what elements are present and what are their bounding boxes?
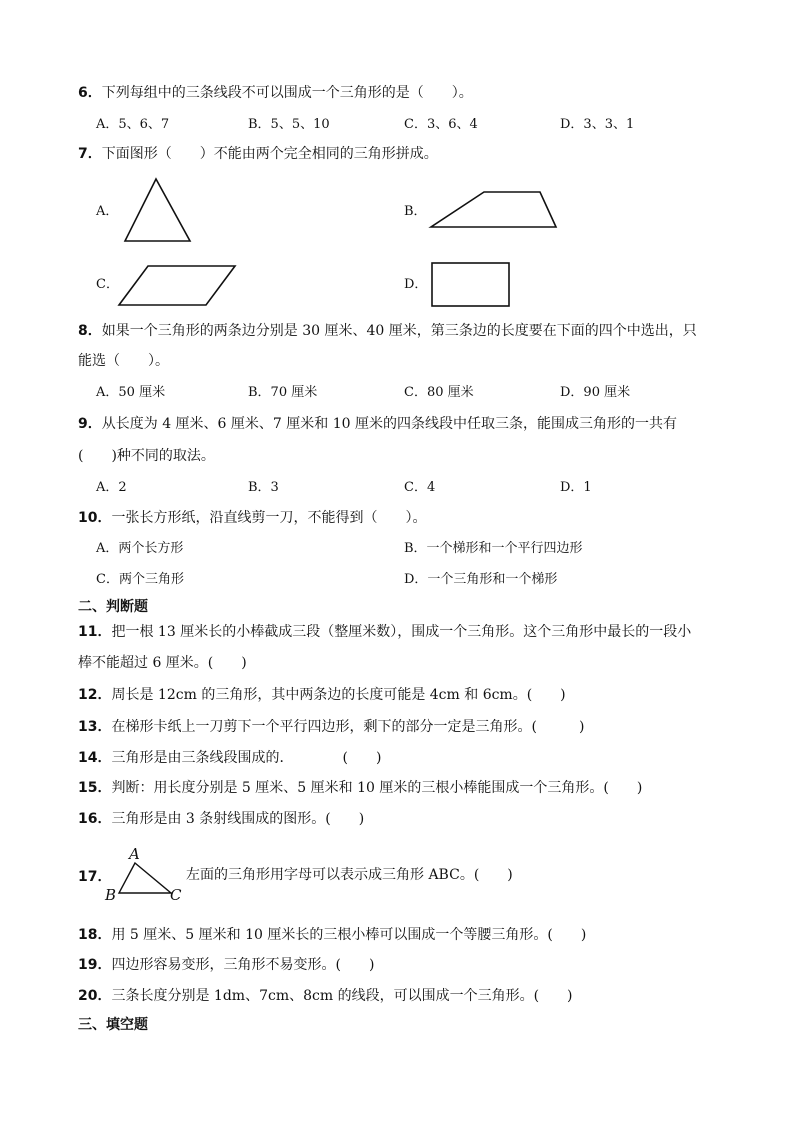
question-text: 下列每组中的三条线段不可以围成一个三角形的是（ ）。 bbox=[101, 85, 473, 101]
triangle-icon bbox=[124, 178, 192, 244]
question-text: 如果一个三角形的两条边分别是 30 厘米、40 厘米，第三条边的长度要在下面的四个中选出，只 bbox=[101, 323, 697, 339]
question-number: 16． bbox=[78, 811, 112, 827]
question-text: 三角形是由三条线段围成的． ( ) bbox=[111, 750, 382, 766]
question-number: 15． bbox=[78, 780, 112, 796]
question-number: 12． bbox=[78, 687, 112, 703]
option-b: B． bbox=[404, 204, 427, 219]
question-20 bbox=[78, 987, 573, 1005]
question-13 bbox=[78, 718, 584, 736]
question-text: 用 5 厘米、5 厘米和 10 厘米长的三根小棒可以围成一个等腰三角形。( ) bbox=[111, 927, 587, 943]
option-a: A．5、6、7 bbox=[96, 117, 170, 132]
question-number: 6． bbox=[78, 85, 102, 101]
question-text: 下面图形（ ）不能由两个完全相同的三角形拼成。 bbox=[101, 146, 438, 162]
question-16 bbox=[78, 810, 364, 828]
question-number: 13． bbox=[78, 719, 112, 735]
question-number: 8． bbox=[78, 323, 102, 339]
option-c: C． bbox=[96, 277, 119, 292]
question-6 bbox=[78, 84, 473, 102]
question-number: 10． bbox=[78, 510, 112, 526]
question-8-continued: 能选（ ）。 bbox=[78, 353, 169, 369]
option-c: C．80 厘米 bbox=[404, 385, 474, 400]
vertex-label-c: C bbox=[170, 886, 182, 904]
question-number: 11． bbox=[78, 624, 112, 640]
option-d: D．3、3、1 bbox=[560, 117, 635, 132]
question-9 bbox=[78, 415, 677, 433]
option-c: C．4 bbox=[404, 480, 436, 495]
question-19 bbox=[78, 956, 374, 974]
question-text: 三角形是由 3 条射线围成的图形。( ) bbox=[111, 811, 365, 827]
question-text: 一张长方形纸，沿直线剪一刀，不能得到（ ）。 bbox=[111, 510, 427, 526]
question-number: 7． bbox=[78, 146, 102, 162]
question-14 bbox=[78, 749, 381, 767]
question-15 bbox=[78, 779, 642, 797]
option-d: D．90 厘米 bbox=[560, 385, 631, 400]
question-text: 把一根 13 厘米长的小棒截成三段（整厘米数），围成一个三角形。这个三角形中最长的一段小 bbox=[111, 624, 692, 640]
question-text: 三条长度分别是 1dm、7cm、8cm 的线段，可以围成一个三角形。( ) bbox=[111, 988, 573, 1004]
question-11 bbox=[78, 623, 691, 641]
option-a: A．50 厘米 bbox=[96, 385, 166, 400]
option-c: C．3、6、4 bbox=[404, 117, 478, 132]
question-9-continued: ( )种不同的取法。 bbox=[78, 448, 215, 464]
option-b: B．5、5、10 bbox=[248, 117, 330, 132]
rectangle-icon bbox=[431, 262, 511, 308]
parallelogram-icon bbox=[118, 264, 238, 308]
question-text: 周长是 12cm 的三角形，其中两条边的长度可能是 4cm 和 6cm。( ) bbox=[111, 687, 566, 703]
vertex-label-b: B bbox=[105, 886, 117, 904]
option-a: A．两个长方形 bbox=[96, 541, 184, 556]
question-10 bbox=[78, 509, 426, 527]
question-17-number: 17． bbox=[78, 869, 112, 885]
option-b: B．一个梯形和一个平行四边形 bbox=[404, 541, 583, 556]
option-d: D． bbox=[404, 277, 428, 292]
question-number: 9． bbox=[78, 416, 102, 432]
question-17-text: 左面的三角形用字母可以表示成三角形 ABC。( ) bbox=[186, 867, 513, 883]
question-7 bbox=[78, 145, 438, 163]
option-a: A． bbox=[96, 204, 119, 219]
option-c: C．两个三角形 bbox=[96, 572, 184, 587]
vertex-label-a: A bbox=[129, 845, 140, 863]
option-a: A．2 bbox=[96, 480, 127, 495]
question-text: 判断：用长度分别是 5 厘米、5 厘米和 10 厘米的三根小棒能围成一个三角形。( ) bbox=[111, 780, 643, 796]
question-number: 20． bbox=[78, 988, 112, 1004]
question-text: 四边形容易变形，三角形不易变形。( ) bbox=[111, 957, 375, 973]
question-number: 18． bbox=[78, 927, 112, 943]
question-11-continued: 棒不能超过 6 厘米。( ) bbox=[78, 655, 247, 671]
question-number: 14． bbox=[78, 750, 112, 766]
question-12 bbox=[78, 686, 566, 704]
trapezoid-icon bbox=[430, 190, 558, 230]
option-d: D．1 bbox=[560, 480, 592, 495]
section-heading: 二、判断题 bbox=[78, 599, 148, 615]
option-d: D．一个三角形和一个梯形 bbox=[404, 572, 558, 587]
question-18 bbox=[78, 926, 586, 944]
section-heading: 三、填空题 bbox=[78, 1017, 148, 1033]
triangle-abc-icon bbox=[118, 862, 172, 894]
question-number: 19． bbox=[78, 957, 112, 973]
option-b: B．3 bbox=[248, 480, 279, 495]
question-8 bbox=[78, 322, 697, 340]
question-text: 从长度为 4 厘米、6 厘米、7 厘米和 10 厘米的四条线段中任取三条，能围成三角形的一共有 bbox=[101, 416, 677, 432]
option-b: B．70 厘米 bbox=[248, 385, 318, 400]
question-text: 在梯形卡纸上一刀剪下一个平行四边形，剩下的部分一定是三角形。( ) bbox=[111, 719, 585, 735]
